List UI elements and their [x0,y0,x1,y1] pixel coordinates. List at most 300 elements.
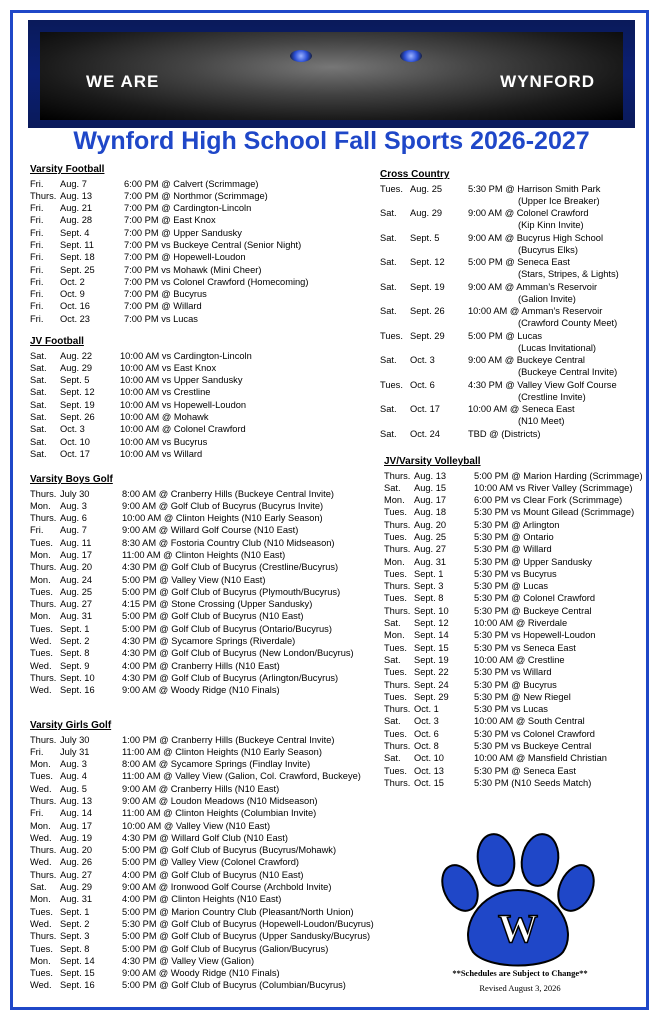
section-heading: JV/Varsity Volleyball [384,456,481,467]
event-cell: 10:00 AM @ Amman’s Reservoir [468,306,603,316]
section-heading: Cross Country [380,169,450,180]
schedule-row [30,362,217,374]
date-cell: Oct. 13 [414,765,444,776]
event-cell: 5:30 PM @ Golf Club of Bucyrus (Hopewell-Loudon/Bucyrus) [122,918,374,929]
schedule-row [384,703,548,715]
day-cell: Thurs. [384,470,411,481]
date-cell: Aug. 22 [60,350,93,361]
event-cell: 5:00 PM @ Golf Club of Bucyrus (Columbian/Bucyrus) [122,980,346,991]
event-cell: 9:00 AM @ Willard Golf Course (N10 East) [122,525,299,536]
event-cell: 5:30 PM vs Buckeye Central [474,741,592,752]
lion-eye-left [290,50,312,62]
day-cell: Wed. [30,783,52,794]
schedule-row [384,654,565,666]
event-cell: 4:00 PM @ Cranberry Hills (N10 East) [122,660,280,671]
event-cell: 7:00 PM @ Bucyrus [124,289,207,300]
schedule-row [384,765,576,777]
date-cell: Sept. 12 [410,257,445,267]
day-cell: Tues. [384,728,407,739]
schedule-row [30,610,304,622]
schedule-row [380,281,598,306]
schedule-row [384,531,554,543]
section-cross-country [380,169,619,452]
day-cell: Thurs. [30,931,57,942]
event-cell: 5:00 PM @ Golf Club of Bucyrus (N10 East) [122,611,304,622]
event-cell: 5:00 PM @ Golf Club of Bucyrus (Upper Sandusky/Bucyrus) [122,931,371,942]
day-cell: Wed. [30,685,52,696]
schedule-row [30,411,209,423]
schedule-row [30,881,332,893]
day-cell: Fri. [30,203,44,214]
date-cell: Aug. 20 [60,845,93,856]
schedule-row [30,893,282,905]
event-cell: 5:00 PM @ Golf Club of Bucyrus (Plymouth/Bucyrus) [122,586,341,597]
day-cell: Wed. [30,980,52,991]
schedule-row [30,586,341,598]
day-cell: Tues. [30,943,53,954]
day-cell: Fri. [30,276,44,287]
date-cell: Oct. 24 [410,428,440,439]
date-cell: Sept. 19 [60,399,95,410]
day-cell: Tues. [384,531,407,542]
schedule-row [30,930,371,942]
day-cell: Thurs. [30,869,57,880]
schedule-row [30,512,323,524]
date-cell: Sept. 18 [60,252,95,263]
schedule-note: **Schedules are Subject to Change** [452,968,588,978]
schedule-row [30,844,337,856]
day-cell: Sat. [380,428,397,439]
day-cell: Thurs. [30,513,57,524]
date-cell: Oct. 1 [414,704,439,715]
event-cell: 5:30 PM @ Buckeye Central [474,605,592,616]
date-cell: Aug. 7 [60,178,87,189]
event-cell: 10:00 AM vs East Knox [120,362,217,373]
schedule-row [384,691,571,703]
event-cell: 11:00 AM @ Clinton Heights (N10 Early Season) [122,746,322,757]
day-cell: Tues. [384,667,407,678]
date-cell: Sept. 5 [60,375,90,386]
event-cell: 4:30 PM @ Valley View Golf Course [468,379,617,390]
section-heading: JV Football [30,336,84,347]
date-cell: Aug. 17 [60,820,93,831]
event-cell: 7:00 PM vs Colonel Crawford (Homecoming) [124,276,309,287]
schedule-row [30,436,208,448]
event-cell: 10:00 AM @ Clinton Heights (N10 Early Season) [122,513,323,524]
schedule-row [384,642,576,654]
section-heading: Varsity Boys Golf [30,474,113,485]
event-cell: 10:00 AM vs Hopewell-Loudon [120,399,247,410]
event-cell: 7:00 PM @ Cardington-Lincoln [124,203,252,214]
day-cell: Fri. [30,313,44,324]
event-cell: 11:00 AM @ Clinton Heights (Columbian Invite) [122,808,317,819]
schedule-row [380,232,604,257]
day-cell: Fri. [30,215,44,226]
date-cell: Sept. 16 [60,980,95,991]
schedule-row [30,300,202,312]
section-heading: Varsity Football [30,164,105,175]
event-cell: 10:00 AM vs Cardington-Lincoln [120,350,252,361]
date-cell: Sept. 4 [60,227,90,238]
banner-left-text: WE ARE [86,72,160,91]
schedule-row [30,214,216,226]
event-cell: 5:00 PM @ Golf Club of Bucyrus (Bucyrus/Mohawk) [122,845,337,856]
event-cell: 9:00 AM @ Amman’s Reservoir [468,281,598,292]
date-cell: Sept. 10 [414,605,449,616]
date-cell: Sept. 19 [414,654,449,665]
schedule-row [384,556,592,568]
date-cell: Aug. 3 [60,759,87,770]
event-cell: 5:00 PM @ Marion Harding (Scrimmage) [474,470,643,481]
date-cell: Sept. 9 [60,660,90,671]
day-cell: Thurs. [30,795,57,806]
event-cell: 5:30 PM vs Willard [474,667,552,678]
date-cell: Aug. 13 [60,190,93,201]
date-cell: Aug. 29 [60,362,93,373]
banner-right-text: WYNFORD [500,72,595,91]
date-cell: Oct. 16 [60,301,90,312]
day-cell: Sat. [30,424,47,435]
event-cell: 5:30 PM vs Mount Gilead (Scrimmage) [474,507,635,518]
date-cell: Oct. 8 [414,741,439,752]
schedule-row [30,423,246,435]
date-cell: Aug. 17 [60,549,93,560]
event-cell: 10:00 AM @ Colonel Crawford [120,424,246,435]
day-cell: Mon. [30,574,51,585]
event-note-cell: (Bucyrus Elks) [518,244,578,255]
event-cell: 5:30 PM @ Ontario [474,531,554,542]
date-cell: Oct. 23 [60,313,90,324]
section-volleyball [384,456,643,789]
event-note-cell: (Lucas Invitational) [518,342,597,353]
day-cell: Fri. [30,178,44,189]
event-cell: 5:30 PM @ Willard [474,544,552,555]
event-cell: 4:15 PM @ Stone Crossing (Upper Sandusky) [122,599,313,610]
schedule-row [30,202,252,214]
day-cell: Sat. [30,375,47,386]
date-cell: Aug. 13 [414,470,447,481]
event-note-cell: (Galion Invite) [518,293,576,304]
schedule-row [30,672,339,684]
schedule-row [384,482,633,494]
day-cell: Fri. [30,301,44,312]
schedule-row [30,647,354,659]
schedule-row [30,448,203,460]
event-cell: 10:00 AM @ Mansfield Christian [474,753,607,764]
schedule-row [30,807,317,819]
schedule-row [384,506,635,518]
header-banner [28,20,635,128]
schedule-row [30,276,309,288]
date-cell: Aug. 27 [414,544,447,555]
schedule-row [384,568,557,580]
day-cell: Fri. [30,252,44,263]
day-cell: Tues. [30,968,53,979]
schedule-row [384,617,568,629]
date-cell: Sept. 19 [410,281,445,292]
date-cell: Aug. 25 [60,586,93,597]
paw-logo [428,830,608,970]
day-cell: Mon. [30,894,51,905]
schedule-row [384,777,592,789]
event-cell: 4:00 PM @ Golf Club of Bucyrus (N10 East) [122,869,304,880]
date-cell: Aug. 29 [410,208,443,218]
date-cell: Aug. 7 [60,525,87,536]
day-cell: Wed. [30,832,52,843]
date-cell: Oct. 6 [410,379,435,390]
date-cell: Oct. 10 [60,436,90,447]
event-cell: 5:30 PM @ Bucyrus [474,679,557,690]
schedule-row [30,537,335,549]
schedule-row [384,580,549,592]
event-note-cell: (Kip Kinn Invite) [518,220,584,231]
day-cell: Thurs. [384,605,411,616]
schedule-row [384,666,552,678]
event-cell: 5:00 PM @ Valley View (N10 East) [122,574,266,585]
day-cell: Tues. [384,765,407,776]
day-cell: Mon. [30,820,51,831]
event-cell: 5:30 PM vs Lucas [474,704,548,715]
event-cell: 4:30 PM @ Willard Golf Club (N10 East) [122,832,288,843]
event-cell: 11:00 AM @ Valley View (Galion, Col. Crawford, Buckeye) [122,771,361,782]
event-cell: 9:00 AM @ Woody Ridge (N10 Finals) [122,968,280,979]
event-cell: 8:00 AM @ Cranberry Hills (Buckeye Central Invite) [122,488,334,499]
schedule-row [30,967,280,979]
schedule-row [30,820,271,832]
day-cell: Fri. [30,746,44,757]
event-note-cell: (Crestline Invite) [518,391,586,402]
day-cell: Thurs. [384,679,411,690]
schedule-row [30,684,280,696]
event-cell: 9:00 AM @ Loudon Meadows (N10 Midseason) [122,795,318,806]
event-cell: 5:00 PM @ Seneca East [468,257,570,267]
date-cell: Aug. 20 [60,562,93,573]
date-cell: Sept. 10 [60,672,95,683]
section-jv-football [30,336,252,460]
date-cell: Oct. 2 [60,276,85,287]
day-cell: Thurs. [30,599,57,610]
schedule-row [380,354,618,379]
schedule-row [30,374,243,386]
event-cell: 6:00 PM @ Calvert (Scrimmage) [124,178,259,189]
schedule-row [30,906,354,918]
date-cell: Sept. 14 [414,630,449,641]
date-cell: Aug. 3 [60,500,87,511]
day-cell: Sat. [30,387,47,398]
schedule-row [30,598,313,610]
schedule-row [30,500,324,512]
day-cell: Sat. [384,716,401,727]
day-cell: Tues. [30,537,53,548]
event-cell: 7:00 PM @ Hopewell-Loudon [124,252,246,263]
day-cell: Tues. [30,623,53,634]
date-cell: Sept. 15 [60,968,95,979]
schedule-row [380,305,618,330]
date-cell: Oct. 10 [414,753,444,764]
schedule-row [384,752,607,764]
event-cell: 7:00 PM @ Willard [124,301,202,312]
event-cell: 4:00 PM @ Clinton Heights (N10 East) [122,894,282,905]
event-cell: 9:00 AM @ Golf Club of Bucyrus (Bucyrus Invite) [122,500,324,511]
day-cell: Sat. [30,362,47,373]
schedule-row [30,350,252,362]
day-cell: Sat. [30,350,47,361]
day-cell: Thurs. [30,190,57,201]
event-cell: 9:00 AM @ Buckeye Central [468,355,585,365]
date-cell: Sept. 1 [60,906,90,917]
day-cell: Thurs. [30,672,57,683]
date-cell: Oct. 17 [410,404,440,414]
event-note-cell: (Crawford County Meet) [518,318,618,329]
day-cell: Sat. [380,355,397,365]
event-cell: 10:00 AM @ Riverdale [474,618,568,629]
day-cell: Fri. [30,264,44,275]
day-cell: Sat. [30,882,47,893]
date-cell: Aug. 18 [414,507,447,518]
day-cell: Sat. [30,448,47,459]
schedule-row [30,288,207,300]
schedule-row [384,728,595,740]
day-cell: Mon. [30,759,51,770]
event-cell: 5:30 PM @ Colonel Crawford [474,593,596,604]
schedule-row [30,660,280,672]
schedule-row [30,561,339,573]
date-cell: July 31 [60,746,90,757]
event-cell: 5:30 PM vs Bucyrus [474,568,557,579]
date-cell: Oct. 9 [60,289,85,300]
event-cell: 10:00 AM @ Seneca East [468,404,575,414]
event-cell: 5:30 PM vs Seneca East [474,642,576,653]
date-cell: Sept. 2 [60,636,90,647]
date-cell: Sept. 25 [60,264,95,275]
schedule-row [30,313,198,325]
day-cell: Mon. [30,549,51,560]
event-cell: 7:00 PM @ Northmor (Scrimmage) [124,190,268,201]
day-cell: Tues. [384,691,407,702]
date-cell: Sept. 22 [414,667,449,678]
event-cell: 10:00 AM @ South Central [474,716,585,727]
date-cell: Sept. 24 [414,679,449,690]
date-cell: Oct. 17 [60,448,90,459]
date-cell: Aug. 24 [60,574,93,585]
day-cell: Thurs. [30,562,57,573]
date-cell: Aug. 19 [60,832,93,843]
date-cell: July 30 [60,488,90,499]
event-cell: 10:00 AM @ Crestline [474,654,565,665]
schedule-row [30,488,334,500]
event-note-cell: (N10 Meet) [518,416,565,427]
lion-eye-right [400,50,422,62]
day-cell: Sat. [380,257,397,267]
event-cell: 10:00 AM @ Valley View (N10 East) [122,820,271,831]
date-cell: Sept. 12 [60,387,95,398]
day-cell: Thurs. [30,488,57,499]
date-cell: Sept. 1 [60,623,90,634]
date-cell: Aug. 27 [60,869,93,880]
schedule-row [30,549,286,561]
day-cell: Sat. [30,411,47,422]
day-cell: Tues. [30,648,53,659]
day-cell: Tues. [384,593,407,604]
event-cell: 7:00 PM @ East Knox [124,215,216,226]
date-cell: Sept. 8 [414,593,444,604]
event-cell: 10:00 AM vs Crestline [120,387,211,398]
schedule-row [384,629,596,641]
event-cell: 7:00 PM @ Upper Sandusky [124,227,242,238]
date-cell: Sept. 11 [60,239,94,250]
day-cell: Sat. [380,232,397,243]
page-title: Wynford High School Fall Sports 2026-2027 [73,127,590,155]
date-cell: Oct. 3 [410,355,435,365]
date-cell: Sept. 8 [60,648,90,659]
event-cell: 10:00 AM vs Bucyrus [120,436,208,447]
schedule-row [30,746,322,758]
event-cell: 4:30 PM @ Valley View (Galion) [122,955,255,966]
date-cell: Aug. 11 [60,537,92,548]
event-note-cell: (Upper Ice Breaker) [518,195,600,206]
date-cell: Sept. 3 [60,931,90,942]
day-cell: Wed. [30,660,52,671]
schedule-row [30,832,288,844]
schedule-row [30,399,247,411]
day-cell: Mon. [384,495,405,506]
day-cell: Sat. [380,281,397,292]
event-cell: 7:00 PM vs Lucas [124,313,198,324]
day-cell: Tues. [380,183,403,194]
day-cell: Thurs. [384,519,411,530]
schedule-row [30,239,302,251]
event-cell: 6:00 PM vs Clear Fork (Scrimmage) [474,495,623,506]
day-cell: Thurs. [384,741,411,752]
schedule-row [380,330,597,355]
date-cell: Sept. 1 [414,568,444,579]
event-cell: 9:00 AM @ Woody Ridge (N10 Finals) [122,685,280,696]
date-cell: July 30 [60,734,90,745]
day-cell: Wed. [30,857,52,868]
event-note-cell: (Stars, Stripes, & Lights) [518,269,619,280]
date-cell: Aug. 20 [414,519,447,530]
schedule-row [30,979,346,991]
schedule-row [30,227,242,239]
event-note-cell: (Buckeye Central Invite) [518,367,618,378]
day-cell: Sat. [380,306,397,316]
date-cell: Oct. 15 [414,777,444,788]
event-cell: 5:30 PM @ Harrison Smith Park [468,183,601,194]
event-cell: 4:30 PM @ Golf Club of Bucyrus (New London/Bucyrus) [122,648,354,659]
event-cell: TBD @ (Districts) [468,428,541,439]
day-cell: Sat. [384,753,401,764]
day-cell: Sat. [384,654,401,665]
schedule-row [30,251,246,263]
date-cell: Aug. 5 [60,783,87,794]
event-cell: 5:00 PM @ Golf Club of Bucyrus (Galion/Bucyrus) [122,943,329,954]
schedule-row [30,190,268,202]
event-cell: 4:30 PM @ Golf Club of Bucyrus (Arlington/Bucyrus) [122,672,339,683]
paw-letter: W [498,906,538,951]
date-cell: Aug. 31 [60,611,93,622]
schedule-row [384,679,557,691]
schedule-row [30,770,361,782]
date-cell: Sept. 12 [414,618,449,629]
event-cell: 10:00 AM @ Mohawk [120,411,209,422]
day-cell: Tues. [380,379,403,390]
date-cell: Aug. 6 [60,513,87,524]
day-cell: Tues. [30,906,53,917]
day-cell: Tues. [30,771,53,782]
date-cell: Sept. 26 [60,411,95,422]
schedule-row [30,918,374,930]
day-cell: Mon. [30,500,51,511]
